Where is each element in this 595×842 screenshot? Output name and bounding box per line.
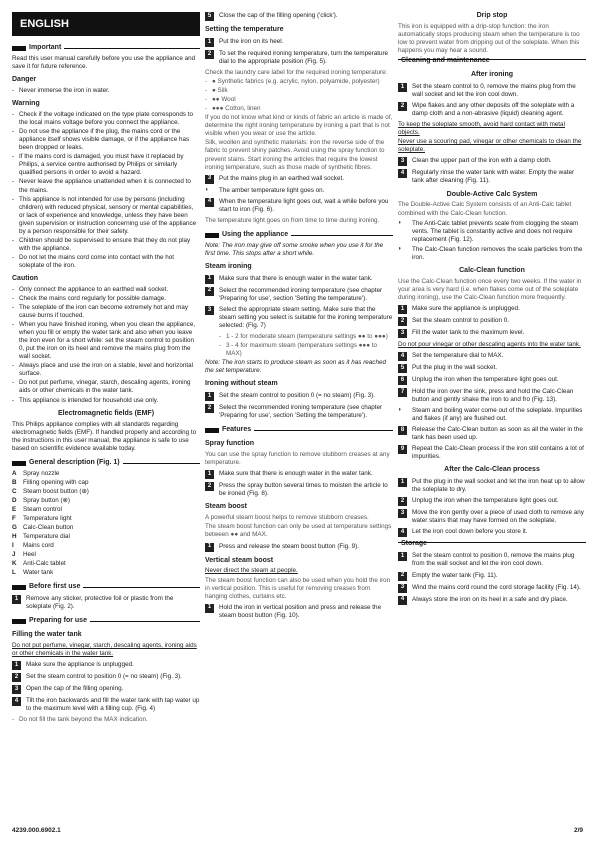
emf-heading: Electromagnetic fields (EMF): [57, 409, 155, 417]
section-storage: Storage: [398, 540, 586, 549]
danger-heading: Danger: [12, 76, 37, 84]
document-code: 4239.000.6902.1: [12, 827, 61, 834]
section-features: Features: [205, 426, 393, 435]
caution-heading: Caution: [12, 274, 39, 282]
language-header: ENGLISH: [12, 12, 200, 36]
section-preparing: Preparing for use: [12, 617, 200, 626]
caution-list: - Only connect the appliance to an earthed wall socket. - Check the mains cord regularly for possible damage. - The soleplate of the iron can become extremely hot and may cause burns if touched. - When you have finished ironing, when you clean the appliance, when you fill or empty the water tank and also when you leave the iron even for a short while: set the steam control to position 0, put the iron on its heel and remove the mains plug from the wall socket. - Always place and use the iron on a stable, level and horizontal surface. - Do not put perfume, vinegar, starch, descaling agents, ironing aids or other chemicals in the water tank. - This appliance is intended for household use only.: [12, 285, 196, 404]
filling-warning: Do not put perfume, vinegar, starch, descaling agents, ironing aids or other chemicals in the water tank.: [12, 642, 197, 658]
section-before-first-use: Before first use: [12, 583, 200, 592]
emf-text: This Philips appliance complies with all standards regarding electromagnetic fields (EMF). If handled properly and according to the instructions in this user manual, the appliance is safe to use based on scientific evidence available today.: [12, 420, 197, 452]
warning-list: - Check if the voltage indicated on the type plate corresponds to the local mains voltage before you connect the appliance. - Do not use the appliance if the plug, the mains cord or the appliance itself shows visible damage, or if the appliance has been dropped or leaks. - If the mains cord is damaged, you must have it replaced by Philips, a service centre authorised by Philips or similarly qualified persons in order to avoid a hazard. - Never leave the appliance unattended when it is connected to the mains. - This appliance is not intended for use by persons (including children) with reduced physical, sensory or mental capabilities, or lack of experience and knowledge, unless they have been given supervision or instruction concerning use of the appliance by a person responsible for their safety. - Children should be supervised to ensure that they do not play with the appliance. - Do not let the mains cord come into contact with the hot soleplate of the iron.: [12, 111, 197, 269]
section-cleaning: Cleaning and maintenance: [398, 57, 586, 66]
intro-text: Read this user manual carefully before you use the appliance and save it for future reference.: [12, 55, 196, 71]
parts-list: A Spray nozzle B Filling opening with cap C Steam boost button (⊕) D Spray button (⊗) E Steam control F Temperature light G Calc-Clean button H Temperature dial I Mains cord J Heel K Anti-Calc tablet L Water tank: [12, 469, 89, 577]
column-2: 5 Close the cap of the filling opening ('click'). Setting the temperature 1 Put the iron on its heel. 2 To set the required ironing temperature, turn the temperature dial to the appropriate position (Fig. 5). Check the laundry care label for the required ironing temperature: - ● Synthetic fabrics (e.g. acrylic, nylon, polyamide, polyester) - ● Silk - ●● Wool - ●●● Cotton, linen If you do not know what kind or kinds of fabric an article is made of, determine the right ironing temperature by ironing a part that is not visible when you wear or use the article. Silk, woollen and synthetic materials: iron the reverse side of the fabric to prevent shiny patches. Avoid using the spray function to prevent stains. Start ironing the articles that require the lowest ironing temperature, such as those made of synthetic fibres. 3 Put the mains plug in an earthed wall socket. ◗ The amber temperature light goes on. 4 When the temperature light goes out, wait a while before you start to iron (Fig. 6). The temperature light goes on from time to time during ironing. Using the appliance Note: The iron may give off some smoke when you use it for the first time. This stops after a short while. Steam ironing 1 Make sure that there is enough water in the water tank. 2 Select the recommended ironing temperature (see chapter 'Preparing for use', section 'Setting the temperature'). 3 Select the appropriate steam setting. Make sure that the steam setting you select is suitable for the ironing temperature selected: (Fig. 7) - 1 - 2 for moderate steam (temperature settings ●● to ●●●) - 3 - 4 for maximum steam (temperature settings ●●● to MAX) Note: The iron starts to produce steam as soon as it has reached the set temperature. Ironing without steam 1 Set the steam control to position 0 (= no steam) (Fig. 3). 2 Select the recommended ironing temperature (see chapter 'Preparing for use', section 'Setting the temperature'). Features Spray function You can use the spray function to remove stubborn creases at any temperature. 1 Make sure that there is enough water in the water tank. 2 Press the spray button several times to moisten the article to be ironed (Fig. 8). Steam boost A powerful steam boost helps to remove stubborn creases. The steam boost function can only be used at temperature settings between ●● and MAX. 1 Press and release the steam boost button (Fig. 9). Vertical steam boost Never direct the steam at people. The steam boost function can also be used when you hold the iron in vertical position. This is useful for removing creases from hanging clothes, curtains etc. 1 Hold the iron in vertical position and press and release the steam boost button (Fig. 10).: [205, 12, 393, 619]
warning-heading: Warning: [12, 100, 40, 108]
temp-heading: Setting the temperature: [205, 26, 284, 33]
bullet: - Never immerse the iron in water.: [12, 87, 110, 95]
page-number: 2/9: [573, 827, 583, 834]
section-general-description: General description (Fig. 1): [12, 459, 200, 468]
section-using: Using the appliance: [205, 231, 393, 240]
step: 1 Remove any sticker, protective foil or plastic from the soleplate (Fig. 2).: [12, 595, 200, 611]
filling-heading: Filling the water tank: [12, 631, 82, 639]
column-3: Drip stop This iron is equipped with a drip-stop function: the iron automatically stops producing steam when the temperature is too low to prevent water from dripping out of the soleplate. When this happens you may hear a sound. Cleaning and maintenance After ironing 1 Set the steam control to 0, remove the mains plug from the wall socket and let the iron cool down. 2 Wipe flakes and any other deposits off the soleplate with a damp cloth and a non-abrasive (liquid) cleaning agent. To keep the soleplate smooth, avoid hard contact with metal objects. Never use a scouring pad, vinegar or other chemicals to clean the soleplate. 3 Clean the upper part of the iron with a damp cloth. 4 Regularly rinse the water tank with water. Empty the water tank after cleaning (Fig. 11). Double-Active Calc System The Double-Active Calc System consists of an Anti-Calc tablet combined with the Calc-Clean function. ◗ The Anti-Calc tablet prevents scale from clogging the steam vents. The tablet is constantly active and does not require replacement (Fig. 12). ◗ The Calc-Clean function removes the scale particles from the iron. Calc-Clean function Use the Calc-Clean function once every two weeks. If the water in your area is very hard (i.e. when flakes come out of the soleplate during ironing), use the Calc-Clean function more frequently. 1 Make sure the appliance is unplugged. 2 Set the steam control to position 0. 3 Fill the water tank to the maximum level. Do not pour vinegar or other descaling agents into the water tank. 4 Set the temperature dial to MAX. 5 Put the plug in the wall socket. 6 Unplug the iron when the temperature light goes out. 7 Hold the iron over the sink, press and hold the Calc-Clean button and gently shake the iron to and fro (Fig. 13). ◗ Steam and boiling water come out of the soleplate. Impurities and flakes (if any) are flushed out. 8 Release the Calc-Clean button as soon as all the water in the tank has been used up. 9 Repeat the Calc-Clean process if the iron still contains a lot of impurities. After the Calc-Clean process 1 Put the plug in the wall socket and let the iron heat up to allow the soleplate to dry. 2 Unplug the iron when the temperature light goes out. 3 Move the iron gently over a piece of used cloth to remove any water stains that may have formed on the soleplate. 4 Let the iron cool down before you store it. Storage 1 Set the steam control to position 0, remove the mains plug from the wall socket and let the iron cool down. 2 Empty the water tank (Fig. 11). 3 Wind the mains cord round the cord storage facility (Fig. 14). 4 Always store the iron on its heel in a safe and dry place.: [398, 12, 585, 603]
column-1: ENGLISH Important Read this user manual carefully before you use the appliance and save it for future reference. Danger - Never immerse the iron in water. Warning - Check if the voltage indicated on the type plate corresponds to the local mains voltage before you connect the appliance. - Do not use the appliance if the plug, the mains cord or the appliance itself shows visible damage, or if the appliance has been dropped or leaks. - If the mains cord is damaged, you must have it replaced by Philips, a service centre authorised by Philips or similarly qualified persons in order to avoid a hazard. - Never leave the appliance unattended when it is connected to the mains. - This appliance is not intended for use by persons (including children) with reduced physical, sensory or mental capabilities, or lack of experience and knowledge, unless they have been given supervision or instruction concerning use of the appliance by a person responsible for their safety. - Children should be supervised to ensure that they do not play with the appliance. - Do not let the mains cord come into contact with the hot soleplate of the iron. Caution - Only connect the appliance to an earthed wall socket. - Check the mains cord regularly for possible damage. - The soleplate of the iron can become extremely hot and may cause burns if touched. - When you have finished ironing, when you clean the appliance, when you fill or empty the water tank and also when you leave the iron even for a short while: set the steam control to position 0, put the iron on its heel and remove the mains plug from the wall socket. - Always place and use the iron on a stable, level and horizontal surface. - Do not put perfume, vinegar, starch, descaling agents, ironing aids or other chemicals in the water tank. - This appliance is intended for household use only. Electromagnetic fields (EMF) This Philips appliance complies with all standards regarding electromagnetic fields (EMF). If handled properly and according to the instructions in this user manual, the appliance is safe to use based on scientific evidence available today. General description (Fig. 1) A Spray nozzle B Filling opening with cap C Steam boost button (⊕) D Spray button (⊗) E Steam control F Temperature light G Calc-Clean button H Temperature dial I Mains cord J Heel K Anti-Calc tablet L Water tank Before first use 1 Remove any sticker, protective foil or plastic from the soleplate (Fig. 2). Preparing for use Filling the water tank Do not put perfume, vinegar, starch, descaling agents, ironing aids or other chemicals in the water tank. 1 Make sure the appliance is unplugged. 2 Set the steam control to position 0 (= no steam) (Fig. 3). 3 Open the cap of the filling opening. 4 Tilt the iron backwards and fill the water tank with tap water up to the maximum level with a filling cup. (Fig. 4) - Do not fill the tank beyond the MAX indication.: [12, 12, 200, 725]
section-important: Important: [12, 44, 200, 53]
